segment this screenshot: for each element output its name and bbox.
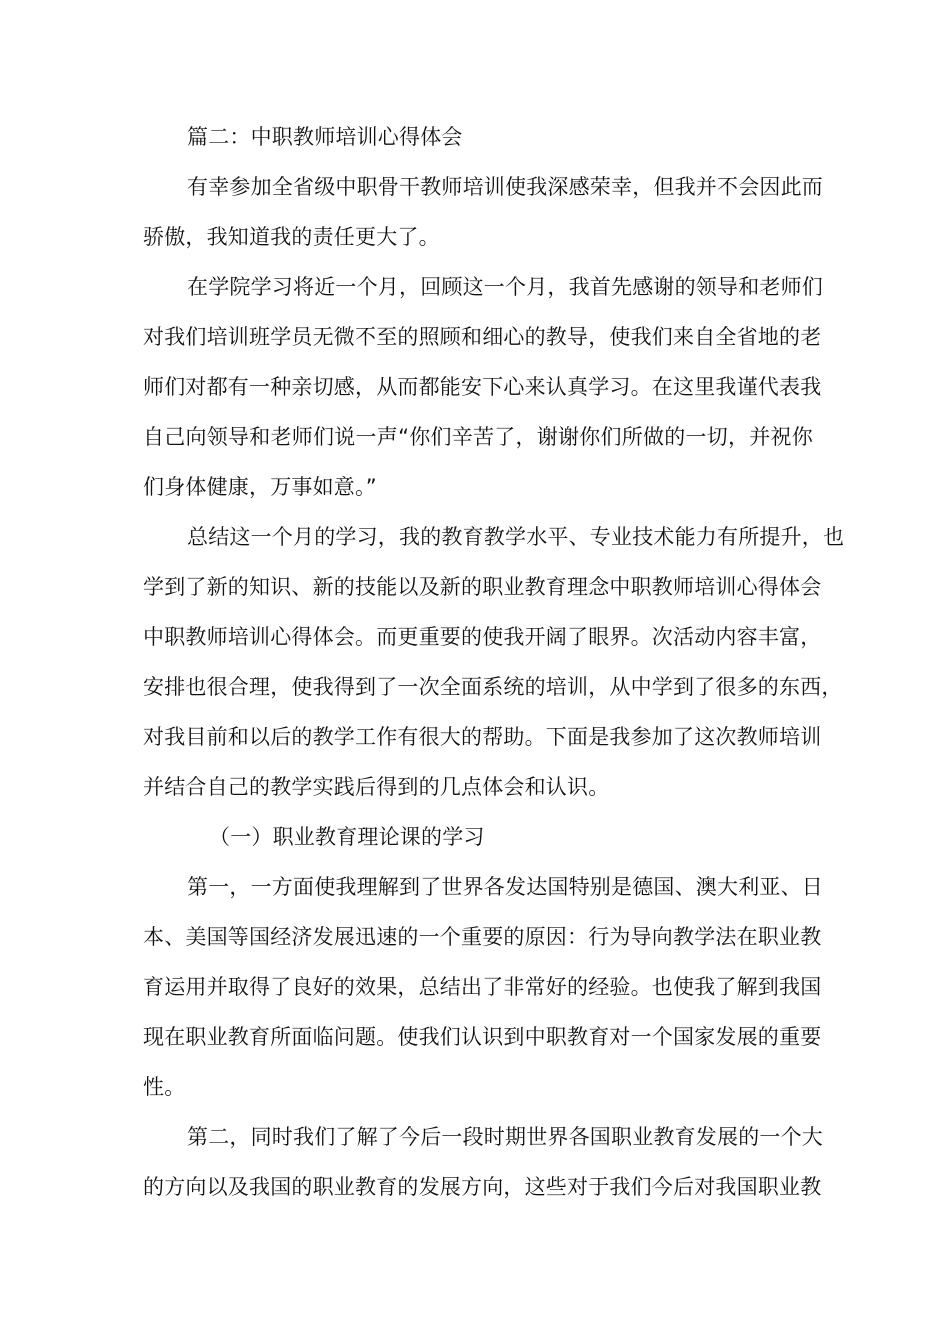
paragraph-line: 中职教师培训心得体会。而更重要的使我开阔了眼界。次活动内容丰富，	[143, 625, 822, 649]
paragraph-line: 在学院学习将近一个月，回顾这一个月，我首先感谢的领导和老师们	[187, 275, 823, 299]
paragraph-line: 本、美国等国经济发展迅速的一个重要的原因：行为导向教学法在职业教	[143, 925, 822, 949]
paragraph-line: 性。	[143, 1075, 186, 1099]
paragraph-line: 们身体健康，万事如意。”	[143, 475, 377, 499]
paragraph-line: 总结这一个月的学习，我的教育教学水平、专业技术能力有所提升，也	[187, 525, 845, 549]
paragraph-4	[143, 862, 823, 1112]
paragraph-line: 现在职业教育所面临问题。使我们认识到中职教育对一个国家发展的重要	[143, 1025, 822, 1049]
paragraph-line: 安排也很合理，使我得到了一次全面系统的培训，从中学到了很多的东西，	[143, 675, 843, 699]
paragraph-1	[143, 162, 823, 262]
document-body	[143, 112, 845, 1212]
paragraph-5	[143, 1112, 823, 1212]
paragraph-line: 第二，同时我们了解了今后一段时期世界各国职业教育发展的一个大	[187, 1125, 823, 1149]
paragraph-line: 的方向以及我国的职业教育的发展方向，这些对于我们今后对我国职业教	[143, 1175, 822, 1199]
document-heading: 篇二：中职教师培训心得体会	[187, 125, 463, 149]
paragraph-line: 有幸参加全省级中职骨干教师培训使我深感荣幸，但我并不会因此而	[187, 175, 823, 199]
paragraph-2	[143, 262, 823, 512]
paragraph-line: 对我们培训班学员无微不至的照顾和细心的教导，使我们来自全省地的老	[143, 325, 822, 349]
paragraph-line: 第一，一方面使我理解到了世界各发达国特别是德国、澳大利亚、日	[187, 875, 823, 899]
paragraph-line: 学到了新的知识、新的技能以及新的职业教育理念中职教师培训心得体会	[143, 575, 822, 599]
paragraph-line: 并结合自己的教学实践后得到的几点体会和认识。	[143, 775, 610, 799]
paragraph-line: 师们对都有一种亲切感，从而都能安下心来认真学习。在这里我谨代表我	[143, 375, 822, 399]
paragraph-line: 对我目前和以后的教学工作有很大的帮助。下面是我参加了这次教师培训	[143, 725, 822, 749]
paragraph-line: 自己向领导和老师们说一声“你们辛苦了，谢谢你们所做的一切，并祝你	[143, 425, 813, 449]
section-heading-1: （一）职业教育理论课的学习	[209, 825, 485, 849]
paragraph-3	[143, 512, 845, 812]
paragraph-line: 育运用并取得了良好的效果，总结出了非常好的经验。也使我了解到我国	[143, 975, 822, 999]
paragraph-line: 骄傲，我知道我的责任更大了。	[143, 225, 440, 249]
